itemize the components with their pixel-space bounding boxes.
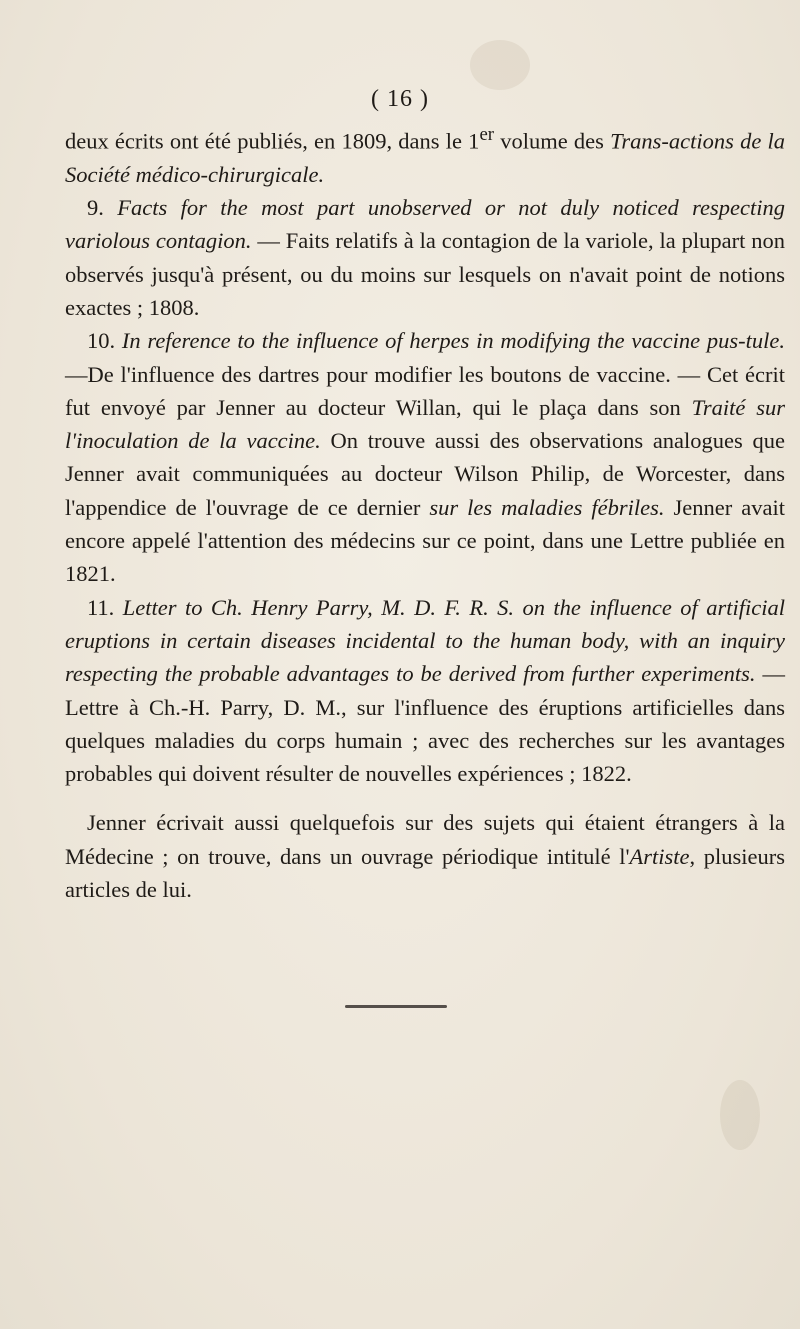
bibliography-entry-11: 11. Letter to Ch. Henry Parry, M. D. F. R. S. on the influence of artificial eruptions in certain diseases incidental to the human body, with an inquiry respecting the probable advantages to be derived from further experiments. — Lettre à Ch.-H. Parry, D. M., sur l'influence des éruptions artificielles dans quelques maladies du corps humain ; avec des recherches sur les avantages probables qui doivent résulter de nouvelles expériences ; 1822. [65, 594, 785, 787]
paragraph-continuation: deux écrits ont été publiés, en 1809, dans le 1er volume des Trans-actions de la Société médico-chirurgicale. [65, 124, 785, 187]
entry-title: In reference to the influence of herpes in modifying the vaccine pus-tule. [121, 328, 786, 354]
end-rule-ornament [345, 1005, 447, 1008]
bibliography-entry-10: 10. In reference to the influence of herpes in modifying the vaccine pus-tule.—De l'influence des dartres pour modifier les boutons de vaccine. — Cet écrit fut envoyé par Jenner au docteur Willan, qui le plaça dans son Traité sur l'inoculation de la vaccine. On trouve aussi des observations analogues que Jenner avait communiquées au docteur Wilson Philip, de Worcester, dans l'appendice de l'ouvrage de ce dernier sur les maladies fébriles. Jenner avait encore appelé l'attention des médecins sur ce point, dans une Lettre publiée en 1821. [65, 328, 786, 587]
page-number: ( 16 ) [371, 86, 429, 112]
body-text [65, 118, 785, 906]
entry-title: Facts for the most part unobserved or not duly noticed respecting variolous contagion. [65, 195, 785, 254]
closing-paragraph: Jenner écrivait aussi quelquefois sur des sujets qui étaient étrangers à la Médecine ; on trouve, dans un ouvrage périodique intitulé l'Artiste, plusieurs articles de lui. [65, 810, 785, 903]
entry-title: Letter to Ch. Henry Parry, M. D. F. R. S. on the influence of artificial eruptions in certain diseases incidental to the human body, with an inquiry respecting the probable advantages to be derived from further experiments. [65, 594, 785, 687]
bibliography-entry-9: 9. Facts for the most part unobserved or not duly noticed respecting variolous contagion. — Faits relatifs à la contagion de la variole, la plupart non observés jusqu'à présent, ou du moins sur lesquels on n'avait point de notions exactes ; 1808. [65, 195, 785, 320]
paper-stain [720, 1080, 760, 1150]
paper-stain [470, 40, 530, 90]
